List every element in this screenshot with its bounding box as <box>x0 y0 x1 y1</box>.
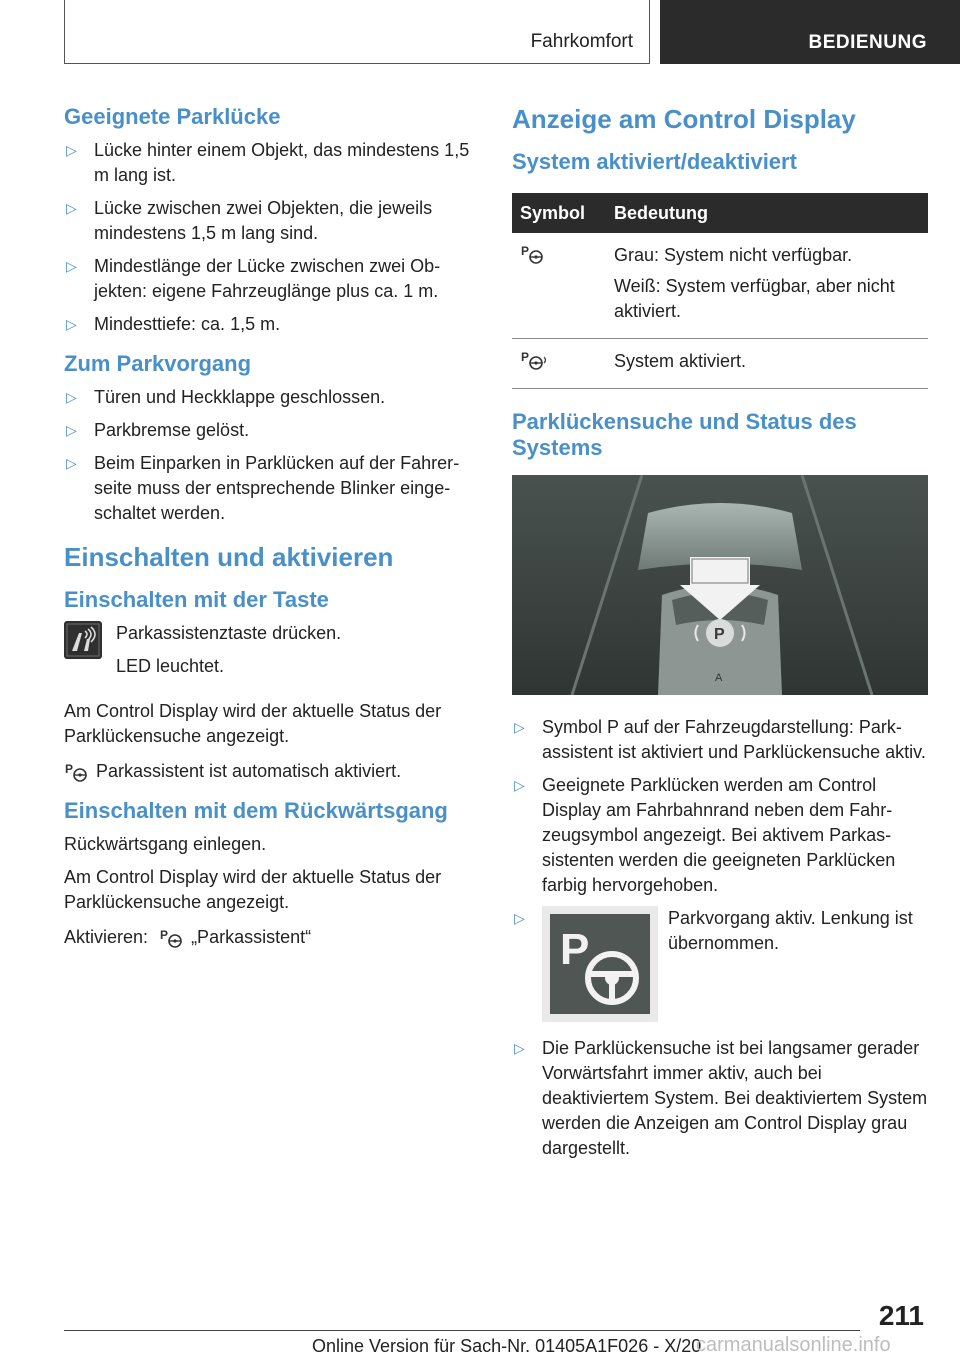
list-item <box>64 312 480 337</box>
meaning-active: System aktiviert. <box>614 351 747 371</box>
right-column <box>512 100 928 1169</box>
list-item-text: Lücke zwischen zwei Objekten, die jeweils mindestens 1,5 m lang sind. <box>94 198 433 243</box>
triangle-bullet-icon: ▷ <box>514 719 525 735</box>
auto-activated-text: Parkassistent ist automatisch aktiviert. <box>96 761 402 781</box>
heading-einschalten-und-aktivieren: Einschalten und aktivieren <box>64 542 394 572</box>
list-item-text: Mindesttiefe: ca. 1,5 m. <box>94 314 281 334</box>
heading-einschalten-rueckwaertsgang: Einschalten mit dem Rückwärtsgang <box>64 798 448 823</box>
list-item-text: Parkvorgang aktiv. Lenkung ist übernommen. <box>668 908 913 953</box>
table-cell-bedeutung <box>606 233 928 339</box>
meaning-grey: Grau: System nicht verfügbar. <box>614 245 853 265</box>
table-header-row <box>512 193 928 233</box>
svg-text:P: P <box>160 928 169 943</box>
header-section-title: Fahrkomfort <box>530 31 633 52</box>
button-instruction-text <box>116 621 341 689</box>
table-row <box>512 233 928 339</box>
column-header-symbol: Symbol <box>512 193 606 233</box>
svg-text:A: A <box>715 672 723 684</box>
header-chapter-tab <box>660 0 960 64</box>
list-zum-parkvorgang <box>64 385 480 526</box>
list-item <box>64 451 480 526</box>
list-item <box>512 715 928 765</box>
instruction-press: Parkassistenztaste drücken. <box>116 623 342 643</box>
park-assist-steering-icon <box>520 243 546 265</box>
list-item <box>64 138 480 188</box>
svg-text:P: P <box>560 925 590 974</box>
paragraph-status-rueck: Am Control Display wird der aktuelle Status der Parklückensuche angezeigt. <box>64 867 442 912</box>
list-item <box>512 773 928 898</box>
triangle-bullet-icon: ▷ <box>66 316 77 332</box>
list-item <box>512 1036 928 1161</box>
paragraph-status-taste: Am Control Display wird der aktuelle Status der Parklückensuche angezeigt. <box>64 701 442 746</box>
list-item-text: Beim Einparken in Parklücken auf der Fahrerseite muss der entsprechende Blinker eingeschaltet werden. <box>94 453 460 523</box>
list-item <box>64 385 480 410</box>
heading-einschalten-mit-taste: Einschalten mit der Taste <box>64 587 329 612</box>
footer-watermark: carmanualsonline.info <box>696 1334 891 1356</box>
svg-text:P: P <box>521 244 530 258</box>
table-cell-bedeutung <box>606 339 928 389</box>
list-item-text: Symbol P auf der Fahrzeugdarstellung: Parkassistent ist aktiviert und Parklückensuche aktiv. <box>542 717 926 762</box>
list-item-text: Lücke hinter einem Objekt, das mindestens 1,5 m lang ist. <box>94 140 470 185</box>
list-item-text: Türen und Heckklappe geschlossen. <box>94 387 386 407</box>
list-item-text: Parkbremse gelöst. <box>94 420 250 440</box>
park-assist-steering-icon <box>159 927 185 949</box>
list-item-text: Die Parklückensuche ist bei langsamer gerader Vorwärtsfahrt immer aktiv, auch bei deaktiviertem System. Bei deaktiviertem System werden die Anzeigen am Control Display grau dargestellt. <box>542 1038 928 1158</box>
svg-text:P: P <box>521 350 530 364</box>
instruction-led: LED leuchtet. <box>116 656 225 676</box>
list-geeignete <box>64 138 480 337</box>
paragraph-auto-activated <box>64 759 480 784</box>
footer-version-text: Online Version für Sach-Nr. 01405A1F026 - X/20 <box>312 1336 702 1356</box>
paragraph-aktivieren <box>64 925 480 950</box>
list-item-text: Mindestlänge der Lücke zwischen zwei Objekten: eigene Fahrzeuglänge plus ca. 1 m. <box>94 256 441 301</box>
triangle-bullet-icon: ▷ <box>66 389 77 405</box>
aktivieren-label: Aktivieren: <box>64 927 149 947</box>
triangle-bullet-icon: ▷ <box>66 258 77 274</box>
triangle-bullet-icon: ▷ <box>66 422 77 438</box>
table-cell-symbol <box>512 233 606 339</box>
triangle-bullet-icon: ▷ <box>66 200 77 216</box>
column-header-bedeutung: Bedeutung <box>606 193 928 233</box>
heading-anzeige-control-display: Anzeige am Control Display <box>512 104 856 134</box>
park-assist-button-icon <box>64 621 102 659</box>
heading-zum-parkvorgang: Zum Parkvorgang <box>64 351 252 376</box>
triangle-bullet-icon: ▷ <box>514 1040 525 1056</box>
triangle-bullet-icon: ▷ <box>66 142 77 158</box>
button-instruction <box>64 621 480 689</box>
table-row <box>512 339 928 389</box>
symbol-table <box>512 193 928 389</box>
parking-active-large-icon <box>542 906 658 1022</box>
svg-text:P: P <box>714 626 725 643</box>
triangle-bullet-icon: ▷ <box>514 910 525 926</box>
heading-parklueckensuche-status: Parklückensuche und Status des Systems <box>512 409 857 460</box>
left-column <box>64 100 480 960</box>
park-assist-active-icon <box>520 349 548 371</box>
heading-system-aktiviert: System aktiviert/deaktiviert <box>512 149 797 174</box>
list-item <box>64 418 480 443</box>
heading-geeignete-parkluecke: Geeignete Parklücke <box>64 104 281 129</box>
list-status <box>512 715 928 1161</box>
header-chapter-label: BEDIENUNG <box>808 32 927 53</box>
list-item <box>64 254 480 304</box>
footer-divider <box>64 1330 860 1331</box>
page-number: 211 <box>878 1300 924 1331</box>
list-item-text: Geeignete Parklücken werden am Control Display am Fahrbahnrand neben dem Fahrzeugsymbol angezeigt. Bei aktivem Parkassistenten werden die geeigneten Parklücken farbig hervorgehoben. <box>542 775 896 895</box>
park-assist-steering-icon <box>64 761 90 783</box>
list-item <box>512 906 928 1022</box>
list-item <box>64 196 480 246</box>
icon-with-text <box>542 906 928 1022</box>
table-cell-symbol <box>512 339 606 389</box>
paragraph-rueck-einlegen: Rückwärtsgang einlegen. <box>64 834 267 854</box>
triangle-bullet-icon: ▷ <box>514 777 525 793</box>
parkassistent-menu-label: „Parkassistent“ <box>191 927 312 947</box>
meaning-white: Weiß: System verfügbar, aber nicht aktiviert. <box>614 276 895 321</box>
control-display-illustration <box>512 475 928 695</box>
svg-text:P: P <box>65 762 74 777</box>
triangle-bullet-icon: ▷ <box>66 455 77 471</box>
header-box <box>64 0 650 64</box>
